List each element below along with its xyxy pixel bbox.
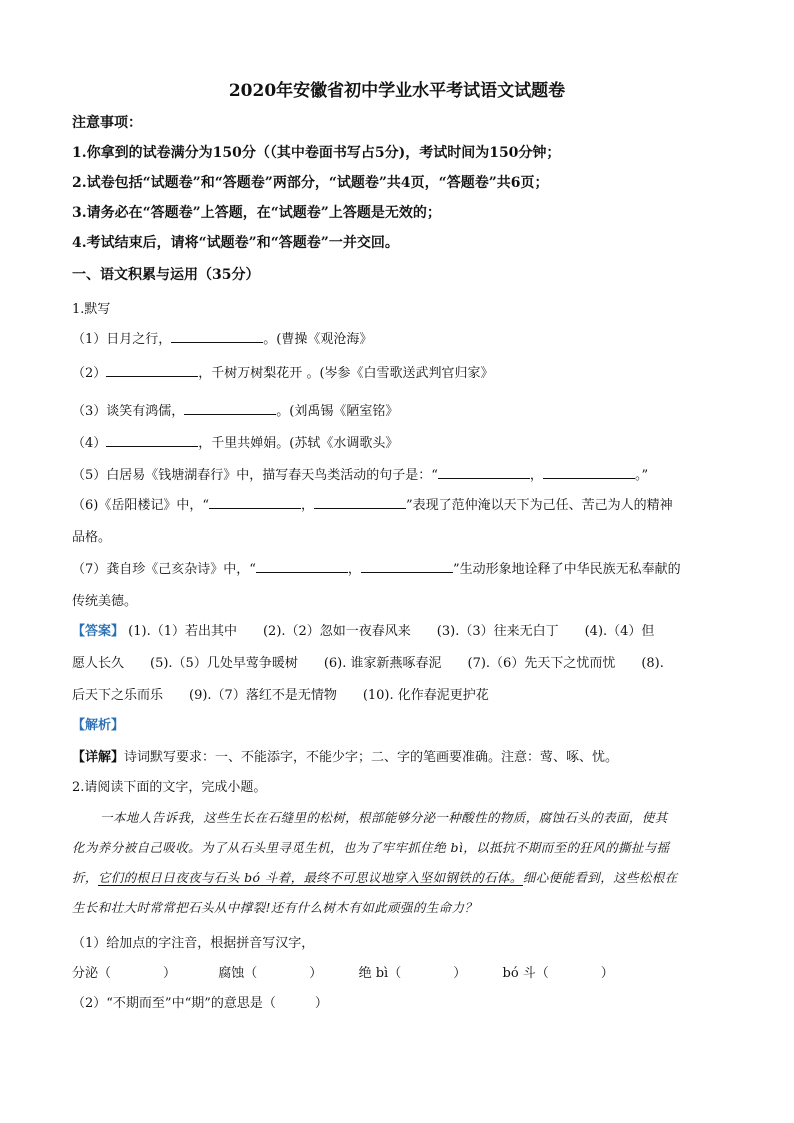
blank-line — [171, 328, 263, 343]
prompt-text: ， — [347, 562, 361, 577]
analysis-tag: 【解析】 — [72, 718, 125, 733]
prompt-text: （5）白居易《钱塘湖春行》中，描写春天鸟类活动的句子是：“ — [72, 468, 438, 483]
notice-heading: 注意事项： — [72, 115, 142, 131]
answer-text: (1).（1）若出其中 (2).（2）忽如一夜春风来 (3).（3）往来无白丁 (4).（4）但 — [128, 624, 655, 639]
notice-item: 4.考试结束后，请将“试题卷”和“答题卷”一并交回。 — [72, 235, 399, 251]
notice-item: 3.请务必在“答题卷”上答题，在“试题卷”上答题是无效的； — [72, 205, 441, 221]
analysis-detail — [72, 746, 618, 765]
question-1-line-7-cont: 传统美德。 — [72, 594, 138, 609]
question-2-label: 2.请阅读下面的文字，完成小题。 — [72, 780, 267, 795]
prompt-text: （6)《岳阳楼记》中，“ — [72, 498, 209, 513]
blank-line — [106, 432, 198, 447]
notice-item: 1.你拿到的试卷满分为150分（（其中卷面书写占5分)，考试时间为150分钟； — [72, 145, 561, 161]
prompt-text: （4） — [72, 436, 107, 451]
question-1-line-3 — [72, 400, 398, 419]
question-1-line-1 — [72, 328, 372, 347]
blank-line — [256, 558, 348, 573]
answer-line-1 — [72, 620, 654, 639]
prompt-text: （2） — [72, 366, 107, 381]
prompt-text: 。(曹操《观沧海》 — [263, 332, 373, 347]
prompt-text: （1）日月之行， — [72, 332, 172, 347]
question-1-line-2 — [72, 362, 494, 381]
page-title: 2020年安徽省初中学业水平考试语文试题卷 — [228, 81, 566, 101]
passage-line: 一本地人告诉我，这些生长在石缝里的松树，根部能够分泌一种酸性的物质，腐蚀石头的表面，使其 — [100, 810, 668, 825]
blank-line — [209, 494, 301, 509]
word-item: bó 斗（ ） — [502, 966, 614, 981]
question-1-line-5 — [72, 464, 648, 483]
word-item: 绝 bì（ ） — [358, 966, 467, 981]
question-1-line-6 — [72, 494, 673, 513]
prompt-text: （3）谈笑有鸿儒， — [72, 404, 185, 419]
prompt-text: 。(岑参《白雪歌送武判官归家》 — [306, 366, 494, 381]
question-1-line-4 — [72, 432, 398, 451]
blank-line — [543, 464, 635, 479]
question-1-line-6-cont: 品格。 — [72, 530, 112, 545]
blank-line — [314, 494, 406, 509]
passage-line: 折，它们的根日日夜夜与石头 bó 斗着，最终不可思议地穿入坚如钢铁的石体。细心便能看到，这些松根在 — [72, 870, 678, 885]
answer-tag: 【答案】 — [72, 624, 125, 639]
blank-line — [361, 558, 453, 573]
blank-line — [438, 464, 530, 479]
answer-line-3: 后天下之乐而乐 (9).（7）落红不是无情物 (10). 化作春泥更护花 — [72, 688, 489, 703]
blank-line — [106, 362, 198, 377]
prompt-text: 。(刘禹锡《陋室铭》 — [276, 404, 399, 419]
prompt-text: （7）龚自珍《己亥杂诗》中，“ — [72, 562, 256, 577]
word-row — [72, 962, 614, 981]
question-1-label: 1.默写 — [72, 302, 111, 317]
prompt-text: ，千里共婵娟。(苏轼《水调歌头》 — [198, 436, 399, 451]
question-2-sub-2: （2）“不期而至”中“期”的意思是（ ） — [72, 996, 328, 1011]
notice-item: 2.试卷包括“试题卷”和“答题卷”两部分，“试题卷”共4页，“答题卷”共6页； — [72, 175, 549, 191]
section-heading: 一、语文积累与运用（35分） — [72, 267, 260, 283]
underlined-sentence: 它们的根日日夜夜与石头 bó 斗着，最终不可思议地穿入坚如钢铁的石体。 — [97, 870, 523, 885]
detail-text: 诗词默写要求：一、不能添字，不能少字；二、字的笔画要准确。注意：莺、啄、忧。 — [124, 750, 619, 765]
word-item: 分泌（ ） — [72, 966, 177, 981]
prompt-text: ， — [529, 468, 543, 483]
blank-line — [184, 400, 276, 415]
passage-line: 生长和壮大时常常把石头从中撑裂!还有什么树木有如此顽强的生命力？ — [72, 900, 478, 915]
question-2-sub-1: （1）给加点的字注音，根据拼音写汉字， — [72, 936, 315, 951]
prompt-text: ”生动形象地诠释了中华民族无私奉献的 — [452, 562, 681, 577]
passage-line: 化为养分被自己吸收。为了从石头里寻觅生机，也为了牢牢抓住绝 bì，以抵抗不期而至的狂风的撕扯与摇 — [72, 840, 670, 855]
question-1-line-7 — [72, 558, 681, 577]
answer-line-2: 愿人长久 (5).（5）几处早莺争暖树 (6). 谁家新燕啄春泥 (7).（6）先天下之忧而忧 (8). — [72, 656, 664, 671]
prompt-text: 。” — [634, 468, 649, 483]
prompt-text: ，千树万树梨花开 — [198, 366, 303, 381]
prompt-text: ， — [301, 498, 315, 513]
detail-tag: 【详解】 — [72, 750, 125, 765]
word-item: 腐蚀（ ） — [218, 966, 323, 981]
prompt-text: ”表现了范仲淹以天下为己任、苦己为人的精神 — [406, 498, 673, 513]
